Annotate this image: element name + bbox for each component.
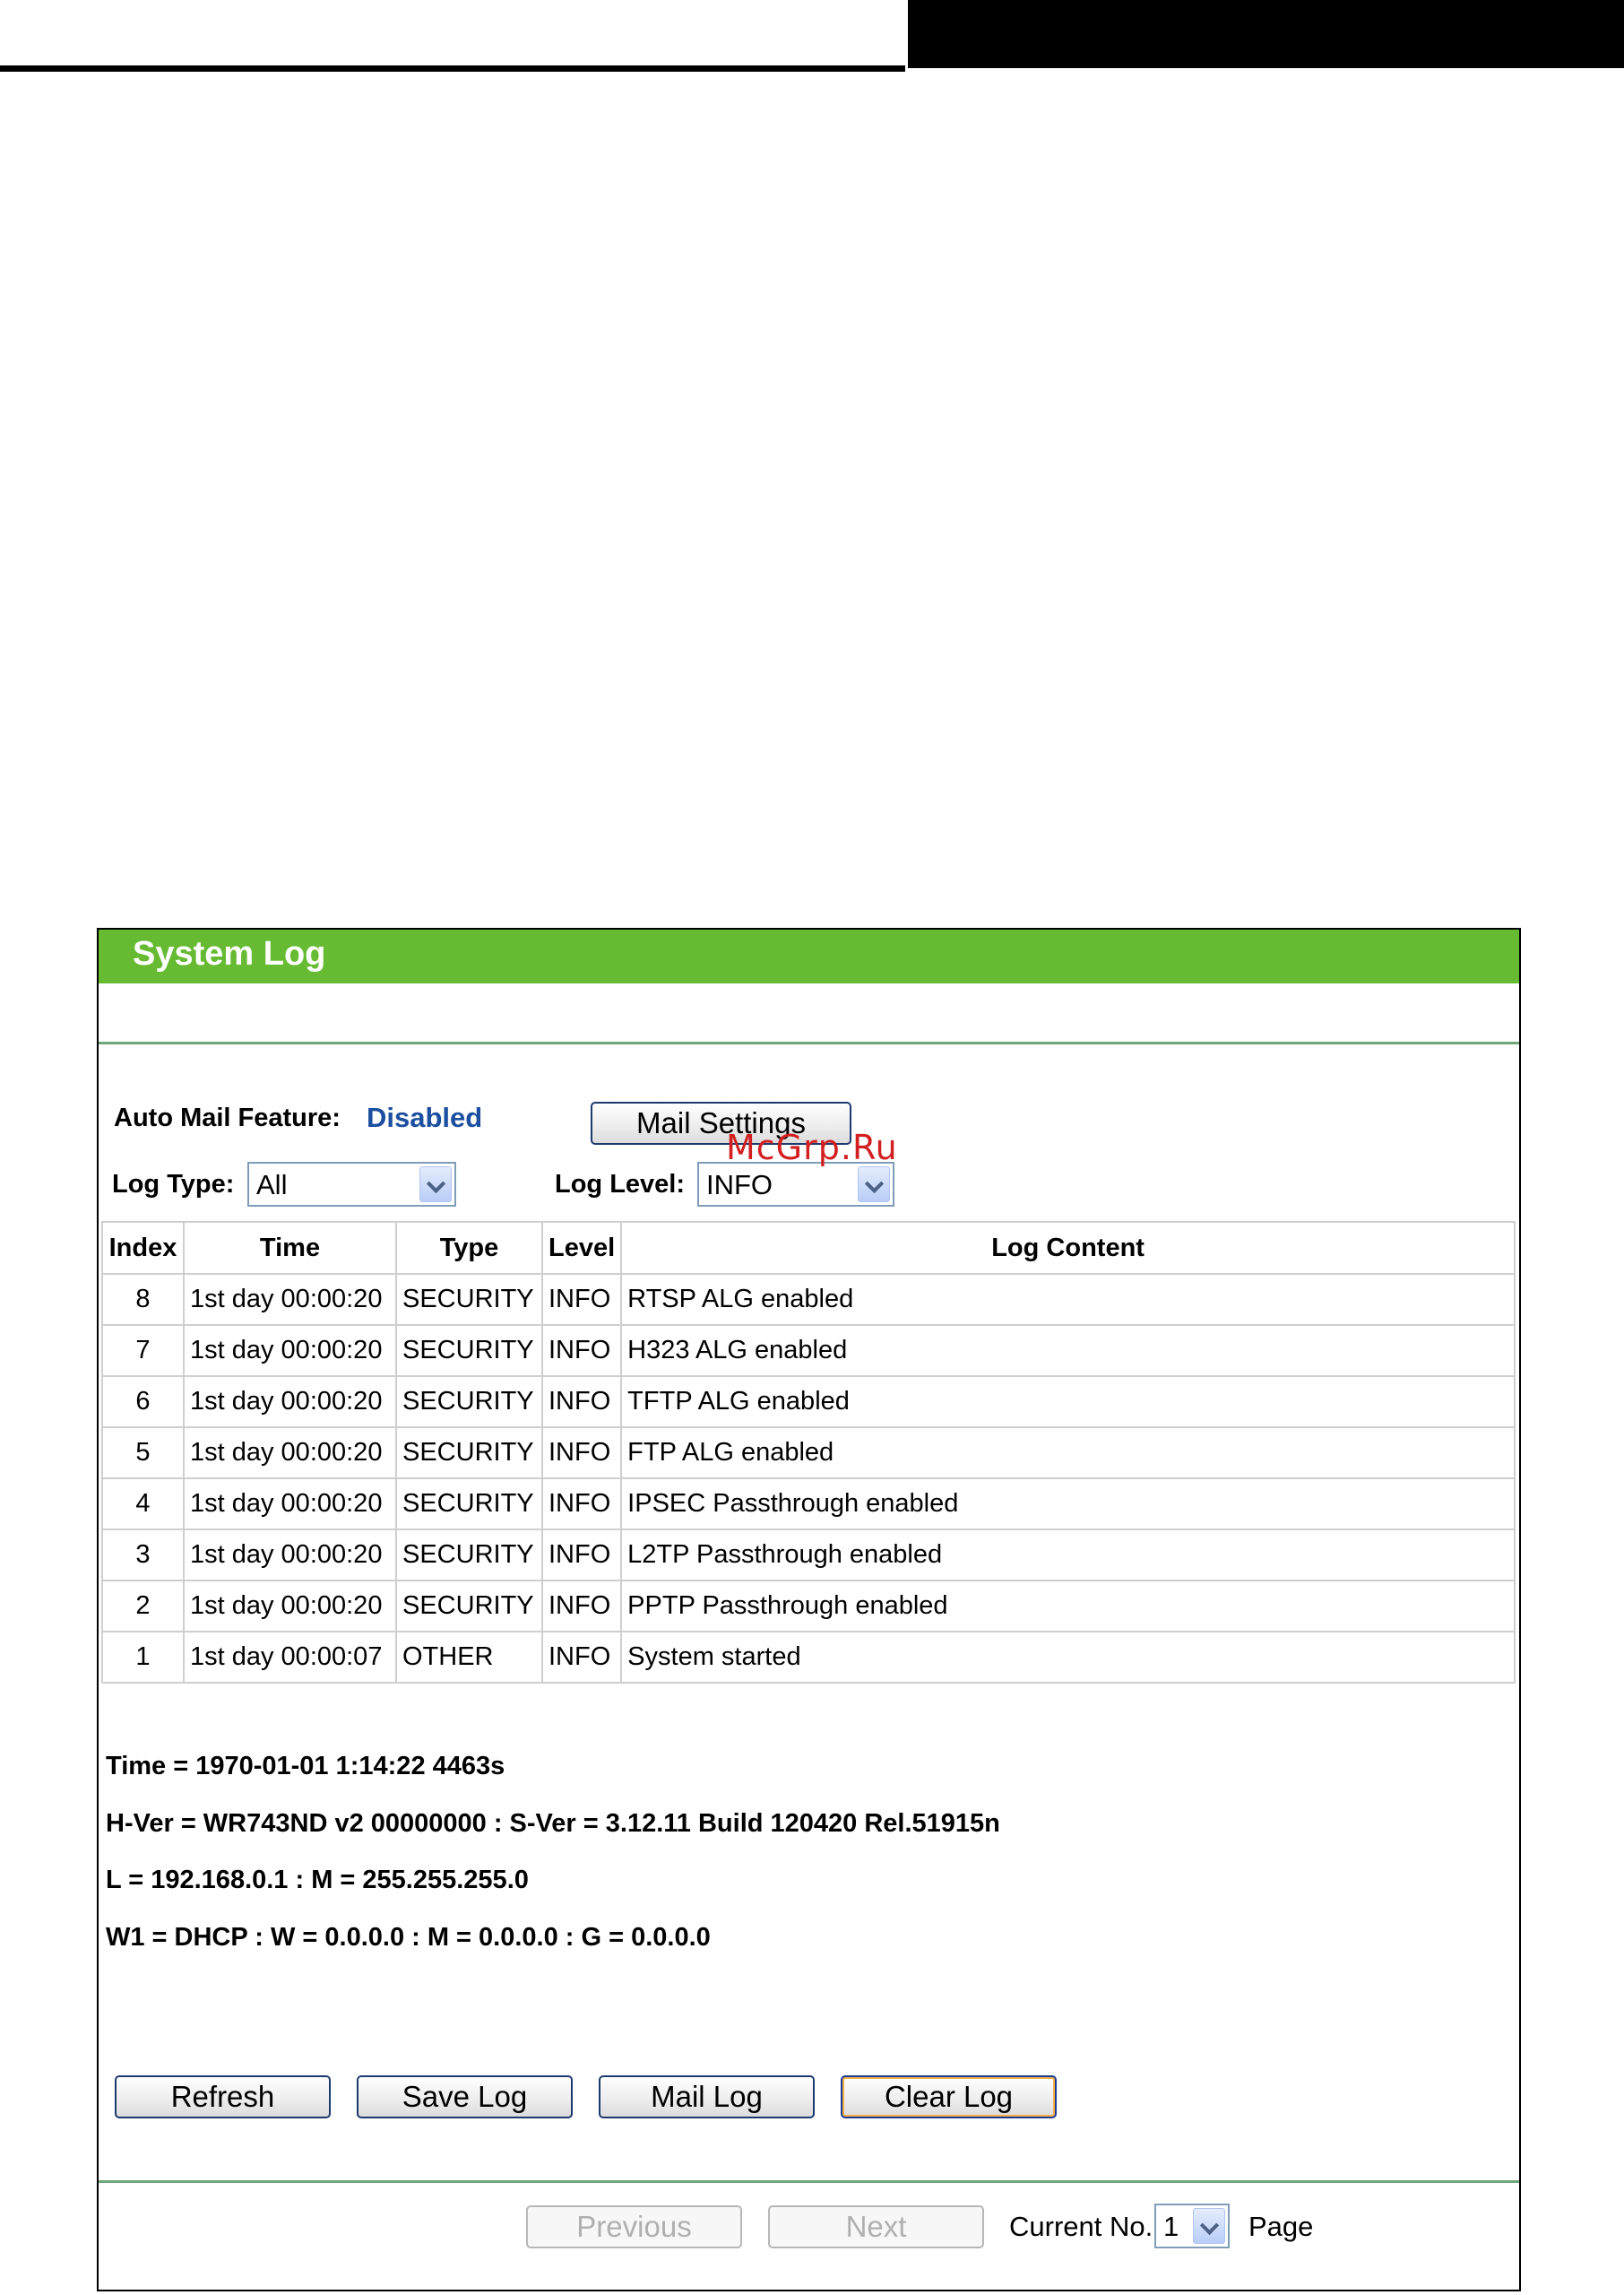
cell-content: PPTP Passthrough enabled xyxy=(621,1581,1515,1632)
current-no-label: Current No. xyxy=(1009,2211,1153,2242)
chevron-down-icon[interactable] xyxy=(1193,2208,1225,2244)
cell-type: SECURITY xyxy=(396,1376,542,1427)
cell-time: 1st day 00:00:20 xyxy=(184,1529,396,1581)
cell-level: INFO xyxy=(542,1581,621,1632)
cell-time: 1st day 00:00:20 xyxy=(184,1325,396,1376)
cell-index: 2 xyxy=(102,1581,184,1632)
cell-time: 1st day 00:00:20 xyxy=(184,1478,396,1529)
cell-index: 5 xyxy=(102,1427,184,1478)
mail-settings-button[interactable]: Mail Settings xyxy=(591,1102,851,1145)
cell-index: 6 xyxy=(102,1376,184,1427)
cell-type: SECURITY xyxy=(396,1325,542,1376)
mail-log-button[interactable]: Mail Log xyxy=(599,2075,815,2118)
cell-index: 8 xyxy=(102,1274,184,1325)
cell-type: SECURITY xyxy=(396,1529,542,1581)
table-row xyxy=(102,1632,1515,1683)
log-type-value: All xyxy=(256,1169,288,1200)
cell-content: RTSP ALG enabled xyxy=(621,1274,1515,1325)
header-time: Time xyxy=(184,1222,396,1274)
log-table xyxy=(101,1221,1516,1684)
panel-header xyxy=(99,930,1519,983)
cell-level: INFO xyxy=(542,1632,621,1683)
page-title: System Log xyxy=(133,935,326,973)
cell-index: 1 xyxy=(102,1632,184,1683)
table-row xyxy=(102,1529,1515,1581)
cell-time: 1st day 00:00:07 xyxy=(184,1632,396,1683)
cell-type: OTHER xyxy=(396,1632,542,1683)
header-type: Type xyxy=(396,1222,542,1274)
clear-log-button[interactable]: Clear Log xyxy=(841,2075,1057,2118)
refresh-button[interactable]: Refresh xyxy=(115,2075,331,2118)
cell-content: H323 ALG enabled xyxy=(621,1325,1515,1376)
cell-index: 3 xyxy=(102,1529,184,1581)
cell-type: SECURITY xyxy=(396,1427,542,1478)
page-top-rule xyxy=(0,65,905,72)
cell-level: INFO xyxy=(542,1529,621,1581)
log-level-value: INFO xyxy=(706,1169,773,1200)
cell-index: 7 xyxy=(102,1325,184,1376)
cell-content: L2TP Passthrough enabled xyxy=(621,1529,1515,1581)
watermark-text: McGrp.Ru xyxy=(726,1128,898,1167)
info-lan: L = 192.168.0.1 : M = 255.255.255.0 xyxy=(106,1866,529,1894)
cell-type: SECURITY xyxy=(396,1581,542,1632)
page-header-bar xyxy=(908,0,1624,68)
info-time: Time = 1970-01-01 1:14:22 4463s xyxy=(106,1752,505,1780)
cell-content: IPSEC Passthrough enabled xyxy=(621,1478,1515,1529)
chevron-down-icon[interactable] xyxy=(419,1166,452,1202)
table-row xyxy=(102,1274,1515,1325)
log-type-select[interactable] xyxy=(247,1162,456,1207)
cell-level: INFO xyxy=(542,1274,621,1325)
cell-content: TFTP ALG enabled xyxy=(621,1376,1515,1427)
chevron-down-icon[interactable] xyxy=(858,1166,890,1202)
previous-button[interactable]: Previous xyxy=(526,2205,742,2248)
log-level-select[interactable] xyxy=(697,1162,894,1207)
table-row xyxy=(102,1427,1515,1478)
cell-time: 1st day 00:00:20 xyxy=(184,1581,396,1632)
next-button[interactable]: Next xyxy=(768,2205,984,2248)
table-header-row xyxy=(102,1222,1515,1274)
cell-level: INFO xyxy=(542,1376,621,1427)
cell-type: SECURITY xyxy=(396,1274,542,1325)
current-page-value: 1 xyxy=(1163,2211,1179,2242)
log-level-label: Log Level: xyxy=(555,1170,686,1199)
header-level: Level xyxy=(542,1222,621,1274)
cell-time: 1st day 00:00:20 xyxy=(184,1274,396,1325)
table-row xyxy=(102,1478,1515,1529)
auto-mail-label: Auto Mail Feature: xyxy=(114,1104,341,1132)
page-label: Page xyxy=(1248,2211,1314,2242)
table-row xyxy=(102,1325,1515,1376)
header-index: Index xyxy=(102,1222,184,1274)
header-log-content: Log Content xyxy=(621,1222,1515,1274)
cell-level: INFO xyxy=(542,1478,621,1529)
cell-time: 1st day 00:00:20 xyxy=(184,1376,396,1427)
divider-bottom xyxy=(99,2180,1519,2183)
cell-type: SECURITY xyxy=(396,1478,542,1529)
info-version: H-Ver = WR743ND v2 00000000 : S-Ver = 3.12.11 Build 120420 Rel.51915n xyxy=(106,1809,1000,1838)
cell-time: 1st day 00:00:20 xyxy=(184,1427,396,1478)
cell-content: System started xyxy=(621,1632,1515,1683)
cell-level: INFO xyxy=(542,1427,621,1478)
log-type-label: Log Type: xyxy=(112,1170,235,1199)
auto-mail-status: Disabled xyxy=(367,1102,483,1133)
current-page-select[interactable] xyxy=(1154,2204,1230,2248)
table-row xyxy=(102,1581,1515,1632)
cell-index: 4 xyxy=(102,1478,184,1529)
cell-level: INFO xyxy=(542,1325,621,1376)
save-log-button[interactable]: Save Log xyxy=(357,2075,573,2118)
cell-content: FTP ALG enabled xyxy=(621,1427,1515,1478)
divider-top xyxy=(99,1042,1519,1044)
table-row xyxy=(102,1376,1515,1427)
info-wan: W1 = DHCP : W = 0.0.0.0 : M = 0.0.0.0 : G = 0.0.0.0 xyxy=(106,1923,711,1952)
